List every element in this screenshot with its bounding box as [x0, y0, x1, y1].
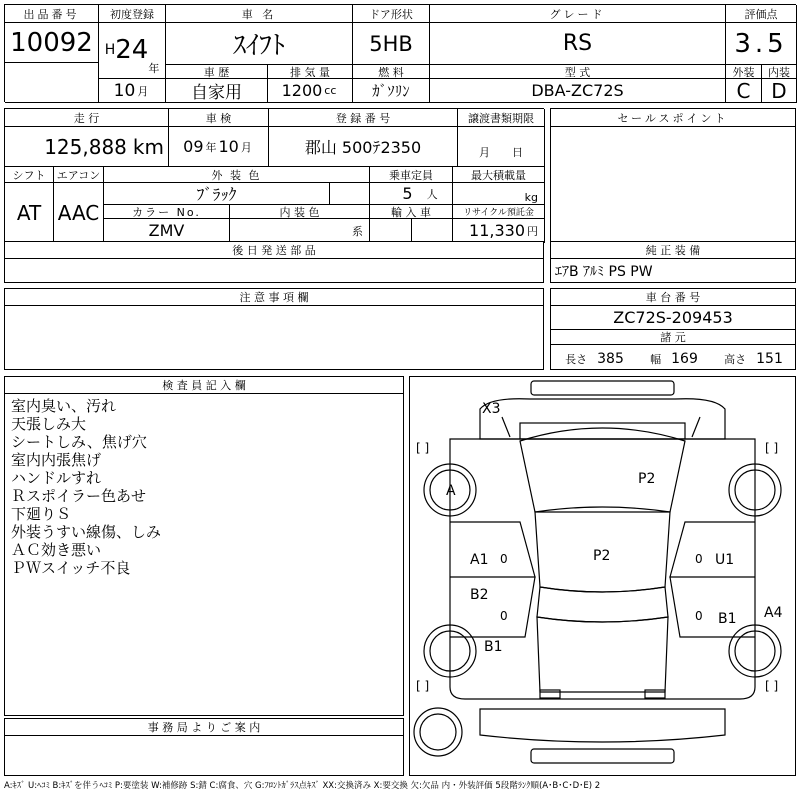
door-label: ドア形状	[353, 5, 430, 23]
inspector-note-line: 下廻りＳ	[11, 505, 72, 523]
grade-label: グレード	[430, 5, 726, 23]
car-name: ｽｲﾌﾄ	[166, 23, 353, 65]
length: 385	[597, 350, 624, 367]
inspection-label: 車 検	[169, 109, 269, 127]
top-bumper-outline	[531, 381, 674, 395]
windshield-outline	[520, 428, 685, 512]
plate-label: 登 録 番 号	[269, 109, 458, 127]
inspection-year-unit: 年	[205, 140, 217, 154]
height: 151	[756, 350, 783, 367]
dims-label: 諸 元	[551, 330, 795, 345]
header-table	[4, 4, 796, 102]
grade: RS	[430, 23, 726, 65]
lot-no-blank	[5, 63, 99, 103]
inspector-note-line: 天張しみ大	[11, 415, 87, 433]
displacement-unit: cc	[324, 84, 337, 97]
inspector-note-line: 室内内張焦げ	[11, 451, 102, 469]
spare-wheel-inner	[420, 714, 456, 750]
seats: 5	[402, 184, 413, 203]
car-diagram	[410, 377, 795, 775]
mileage-cell	[5, 127, 169, 167]
load-unit: kg	[524, 191, 538, 204]
rear-lamp-right	[645, 690, 665, 698]
year-unit: 年	[148, 62, 160, 75]
history: 自家用	[166, 79, 268, 103]
shift: AT	[5, 183, 54, 243]
trunk-outline	[537, 617, 668, 692]
car-diagram-box	[409, 376, 796, 776]
inspector-note-line: Ｒスポイラー色あせ	[11, 487, 147, 505]
inspection-month: 10	[218, 137, 239, 156]
score: 3.5	[726, 23, 797, 65]
score-label: 評価点	[726, 5, 797, 23]
dims-row	[551, 345, 795, 369]
transfer-cell	[458, 127, 545, 167]
recycle-label: リサイクル預託金	[453, 205, 545, 219]
mark-zero-b2: 0	[500, 609, 508, 623]
displacement-cell	[268, 79, 353, 103]
model: DBA-ZC72S	[430, 79, 726, 103]
reg-year: 24	[115, 34, 149, 65]
spare-wheel-outline	[414, 708, 462, 756]
left-doors-outline	[450, 522, 535, 637]
color-extra	[330, 183, 370, 205]
mark-zero-a1: 0	[500, 552, 508, 566]
first-reg-label: 初度登録	[99, 5, 166, 23]
later-parts-label: 後 日 発 送 部 品	[5, 242, 543, 259]
seats-cell	[370, 183, 453, 205]
front-outline	[480, 399, 725, 439]
inspector-note-line: 室内臭い、汚れ	[11, 397, 117, 415]
chassis-number: ZC72S-209453	[551, 306, 795, 330]
transfer-month-unit: 月	[479, 146, 490, 159]
color-label: 外 装 色	[104, 167, 370, 183]
interior-score: D	[762, 79, 797, 103]
transfer-label: 譲渡書類期限	[458, 109, 545, 127]
chassis-label: 車 台 番 号	[551, 289, 795, 306]
length-label: 長さ	[565, 352, 588, 366]
recycle: 11,330	[469, 221, 525, 240]
inspector-notes	[11, 397, 161, 577]
rear-outline	[480, 709, 725, 742]
interior-label: 内装	[762, 65, 797, 79]
recycle-unit: 円	[527, 224, 538, 238]
mileage-unit: km	[132, 134, 164, 159]
inspector-box	[4, 376, 404, 716]
mark-b1-left: B1	[484, 639, 503, 655]
inspector-note-line: シートしみ、焦げ穴	[11, 433, 147, 451]
shift-label: シフト	[5, 167, 54, 183]
inspector-note-line: 外装うすい線傷、しみ	[11, 523, 162, 541]
exterior-score: C	[726, 79, 762, 103]
seats-label: 乗車定員	[370, 167, 453, 183]
mark-u1: U1	[715, 552, 735, 568]
int-color-label: 内 装 色	[230, 205, 370, 219]
mark-a4: A4	[764, 605, 783, 621]
model-label: 型 式	[430, 65, 726, 79]
sales-point-label: セールスポイント	[551, 109, 795, 127]
displacement-label: 排 気 量	[268, 65, 353, 79]
inspector-note-line: ハンドルすれ	[11, 469, 102, 487]
width-label: 幅	[650, 352, 662, 366]
right-doors-outline	[670, 522, 755, 637]
height-label: 高さ	[724, 352, 747, 366]
recycle-cell	[453, 219, 545, 243]
sales-point-box	[550, 108, 796, 242]
inspection-cell	[169, 127, 269, 167]
import-b	[412, 219, 453, 243]
rear-window-outline	[537, 587, 668, 622]
mark-a1: A1	[470, 552, 489, 568]
vehicle-detail-table	[4, 108, 544, 242]
month-unit: 月	[137, 84, 149, 98]
inspector-note-line: ＡＣ効き悪い	[11, 541, 102, 559]
inspector-label: 検 査 員 記 入 欄	[5, 377, 403, 394]
caution-label: 注 意 事 項 欄	[5, 289, 543, 306]
body-outline	[450, 439, 755, 699]
seats-unit: 人	[426, 187, 438, 201]
transfer-day-unit: 日	[512, 146, 523, 159]
fuel-label: 燃 料	[353, 65, 430, 79]
car-name-label: 車 名	[166, 5, 353, 23]
mark-bracket-right: [ ]	[765, 441, 779, 455]
width: 169	[671, 350, 698, 367]
ac: AAC	[54, 183, 104, 243]
office-box	[4, 718, 404, 776]
plate: 郡山 500ﾃ2350	[269, 127, 458, 167]
office-label: 事 務 局 よ り ご 案 内	[5, 719, 403, 736]
import-a	[370, 219, 412, 243]
import-label: 輸 入 車	[370, 205, 453, 219]
dims-length-group	[563, 348, 624, 367]
mark-a: A	[446, 483, 456, 499]
history-label: 車 歴	[166, 65, 268, 79]
exterior-label: 外装	[726, 65, 762, 79]
lot-no: 10092	[5, 23, 99, 63]
caution-box	[4, 288, 544, 370]
color-no-label: カラー No.	[104, 205, 230, 219]
legend: A:ｷｽﾞ U:ﾍｺﾐ B:ｷｽﾞを伴うﾍｺﾐ P:要塗装 W:補修跡 S:錆 C:腐食、穴 G:ﾌﾛﾝﾄｶﾞﾗｽ点ｷｽﾞ XX:交換済み X:要交換 欠:欠品 内・外装評価 5段階ﾗﾝｸ順(A･B･C･D･E) 2	[4, 781, 601, 791]
inspection-year: 09	[183, 137, 204, 156]
reg-month: 10	[113, 80, 136, 101]
mark-bracket-left: [ ]	[416, 441, 430, 455]
mark-b1-right: B1	[718, 611, 737, 627]
displacement: 1200	[281, 81, 323, 100]
mark-p2-top: P2	[638, 471, 656, 487]
int-color-cell	[230, 219, 370, 243]
front-panel-outline	[520, 423, 685, 439]
first-reg-era-year	[99, 23, 166, 79]
fuel: ｶﾞｿﾘﾝ	[353, 79, 430, 103]
chassis-box	[550, 288, 796, 370]
mark-p2-mid: P2	[593, 548, 611, 564]
mark-b2: B2	[470, 587, 489, 603]
door: 5HB	[353, 23, 430, 65]
mileage-label: 走 行	[5, 109, 169, 127]
equipment: ｴｱB ｱﾙﾐ PS PW	[555, 263, 653, 280]
lot-no-label: 出品番号	[5, 5, 99, 23]
color: ﾌﾞﾗｯｸ	[104, 183, 330, 205]
hood-outline	[502, 417, 700, 437]
ac-label: エアコン	[54, 167, 104, 183]
load-label: 最大積載量	[453, 167, 545, 183]
mark-zero-b1: 0	[695, 609, 703, 623]
first-reg-month	[99, 79, 166, 103]
rear-bumper-outline	[531, 749, 674, 763]
mark-x3: X3	[482, 401, 501, 417]
era: H	[104, 41, 116, 58]
mark-bracket-right-low: [ ]	[765, 679, 779, 693]
inspector-note-line: ＰＷスイッチ不良	[11, 559, 131, 577]
dims-height-group	[722, 348, 783, 367]
int-color-unit: 系	[352, 224, 363, 238]
later-parts-box	[4, 241, 544, 283]
equipment-label: 純 正 装 備	[551, 242, 795, 259]
load-cell	[453, 183, 545, 205]
inspection-month-unit: 月	[240, 140, 252, 154]
mileage: 125,888	[44, 134, 127, 159]
rear-lamp-left	[540, 690, 560, 698]
mark-bracket-left-low: [ ]	[416, 679, 430, 693]
equipment-box	[550, 241, 796, 283]
color-no: ZMV	[104, 219, 230, 243]
dims-width-group	[648, 348, 698, 367]
mark-zero-u1: 0	[695, 552, 703, 566]
